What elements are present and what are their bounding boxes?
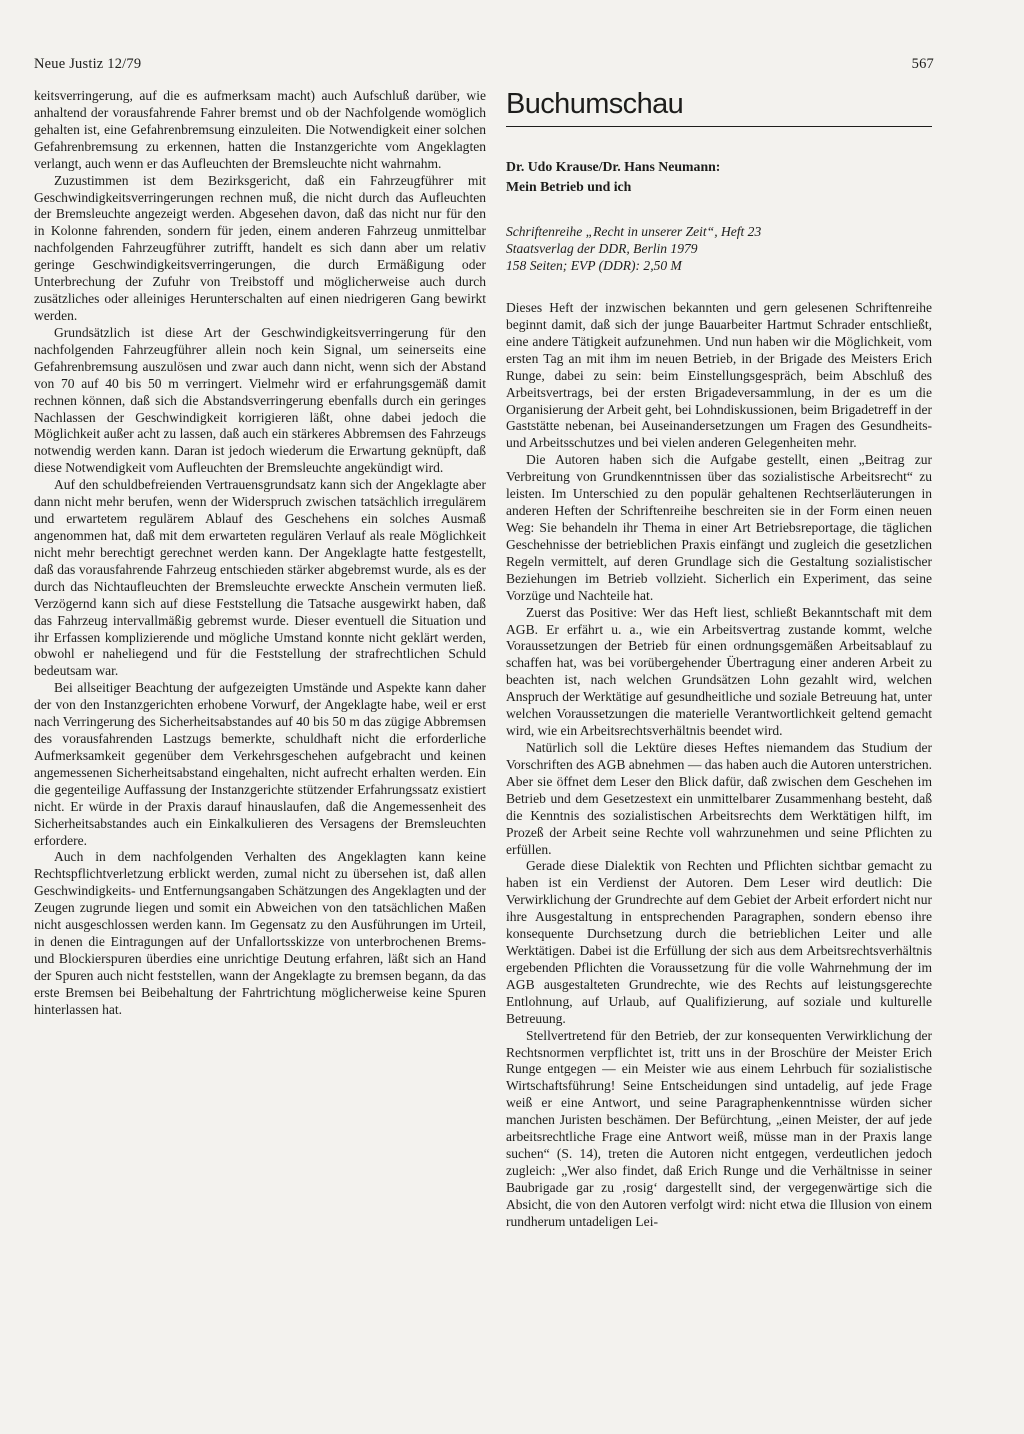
running-head: [34, 56, 934, 78]
paragraph: Auch in dem nachfolgenden Verhalten des Angeklagten kann keine Rechtspflichtverletzung erblickt werden, zumal nicht zu übersehen ist, daß allen Geschwindigkeits- und Entfernungsangaben Schätzungen des Angeklagten und der Zeugen zugrunde liegen und somit ein Abweichen von den tatsächlichen Maßen nicht ausgeschlossen werden kann. Im Gegensatz zu den Ausführungen im Urteil, in denen die Eintragungen auf der Unfallortsskizze von unterbrochenen Brems- und Blockierspuren überdies eine unrichtige Deutung erfahren, läßt sich an Hand der Spuren auch nicht feststellen, wann der Angeklagte zu bremsen begann, da das erste Bremsen bei Beibehaltung der Fahrtrichtung möglicherweise keine Spuren hinterlassen hat.: [34, 849, 486, 1017]
title-rule: [506, 126, 932, 127]
section-title: Buchumschau: [506, 88, 684, 120]
paragraph: Gerade diese Dialektik von Rechten und Pflichten sichtbar gemacht zu haben ist ein Verdienst der Autoren. Dem Leser wird deutlich: Die Verwirklichung der Grundrechte auf dem Gebiet der Arbeit erfordert nicht nur ihre Ausgestaltung in entsprechenden Paragraphen, sondern ebenso ihre konsequente Durchsetzung durch die betrieblichen Leiter und alle Werktätigen. Dabei ist die Erfüllung der sich aus dem Arbeitsrechtsverhältnis ergebenden Pflichten die Voraussetzung für die volle Wahrnehmung der im AGB ausgestalteten Grundrechte, wie des Rechts auf leistungsgerechte Entlohnung, auf Urlaub, auf Qualifizierung, auf soziale und kulturelle Betreuung.: [506, 858, 932, 1026]
paragraph: Zuerst das Positive: Wer das Heft liest, schließt Bekanntschaft mit dem AGB. Er erfährt u. a., wie ein Arbeitsvertrag zustande kommt, welche Voraussetzungen der Betrieb für einen ordnungsgemäßen Arbeitsablauf zu schaffen hat, was bei vorübergehender Übertragung einer anderen Arbeit zu beachten ist, nach welchen Grundsätzen Lohn gezahlt wird, welchen Anspruch der Werktätige auf gesundheitliche und soziale Betreuung hat, unter welchen Voraussetzungen die materielle Verantwortlichkeit geltend gemacht wird, wie ein Arbeitsrechtsverhältnis beendet wird.: [506, 604, 932, 739]
paragraph: Bei allseitiger Beachtung der aufgezeigten Umstände und Aspekte kann daher der von den Instanzgerichten erhobene Vorwurf, der Angeklagte habe, weil er erst nach Verringerung des Sicherheitsabstandes auf 40 bis 50 m das zügige Abbremsen des vorausfahrenden Lastzugs bemerkte, schuldhaft nicht die erforderliche Aufmerksamkeit gegenüber dem Verkehrsgeschehen aufgebracht und keinen angemessenen Sicherheitsabstand eingehalten, nicht aufrecht erhalten werden. Ein die gegenteilige Auffassung der Instanzgerichte stützender Erfahrungssatz existiert nicht. Er würde in der Praxis darauf hinauslaufen, daß die Angemessenheit des Sicherheitsabstandes auch ein Einkalkulieren des Versagens der Bremsleuchten erfordere.: [34, 680, 486, 848]
book-authors: Dr. Udo Krause/Dr. Hans Neumann:: [506, 159, 721, 174]
book-publisher: Staatsverlag der DDR, Berlin 1979: [506, 241, 698, 256]
review-text: [506, 300, 932, 1231]
paragraph: Dieses Heft der inzwischen bekannten und gern gelesenen Schriftenreihe beginnt damit, daß sich der junge Bauarbeiter Hartmut Schrader entschließt, eine andere Tätigkeit aufzunehmen. Und nun haben wir die Möglichkeit, vom ersten Tag an mit ihm im neuen Betrieb, in der Brigade des Meisters Erich Runge, dabei zu sein: beim Einstellungsgespräch, beim Abschluß des Arbeitsvertrags, bei der ersten Brigadeversammlung, in der es um die Organisierung der Arbeit geht, bei Lohndiskussionen, beim Brigadetreff in der Gaststätte nebenan, bei Auseinandersetzungen um Fragen des Gesundheits- und Arbeitsschutzes und bei vielen anderen Gelegenheiten mehr.: [506, 300, 932, 451]
book-bibliographic-info: [506, 223, 932, 274]
journal-issue: Neue Justiz 12/79: [34, 56, 142, 72]
paragraph: Grundsätzlich ist diese Art der Geschwindigkeitsverringerung für den nachfolgenden Fahrzeugführer allein noch kein Signal, um seinerseits eine Gefahrenbremsung auszulösen und zwar auch dann nicht, wenn sich der Abstand von 70 auf 40 bis 50 m verringert. Vielmehr wird er erfahrungsgemäß damit rechnen können, daß sich die Abstandsverringerung ebenfalls durch ein geringes Nachlassen der Geschwindigkeit korrigieren läßt, ohne dabei jedoch die Möglichkeit außer acht zu lassen, daß auch ein stärkeres Abbremsen des Fahrzeugs notwendig werden kann. Daran ist jedoch wiederum die Erwartung geknüpft, daß diese Notwendigkeit vom Aufleuchten der Bremsleuchte angekündigt wird.: [34, 324, 486, 476]
right-column: [506, 88, 932, 1231]
book-series: Schriftenreihe „Recht in unserer Zeit“, Heft 23: [506, 224, 762, 239]
book-pages-price: 158 Seiten; EVP (DDR): 2,50 M: [506, 258, 682, 273]
paragraph: Stellvertretend für den Betrieb, der zur konsequenten Verwirklichung der Rechtsnormen verpflichtet ist, tritt uns in der Broschüre der Meister Erich Runge entgegen — ein Meister wie aus einem Lehrbuch für sozialistische Wirtschaftsführung! Seine Entscheidungen sind untadelig, auf jede Frage weiß er eine Antwort, und seine Paragraphenkenntnisse würden sicher manchen Juristen beschämen. Der Befürchtung, „einen Meister, der auf jede arbeitsrechtliche Frage eine Antwort weiß, müsse man in der Praxis lange suchen“ (S. 14), treten die Autoren nicht entgegen, verdeutlichen jedoch zugleich: „Wer also findet, daß Erich Runge und die Verhältnisse in seiner Baubrigade gar zu ‚rosig‘ dargestellt sind, der vergegenwärtige sich die Absicht, die von den Autoren verfolgt wird: nicht etwa die Illusion von einem rundherum untadeligen Lei-: [506, 1027, 932, 1229]
paragraph: keitsverringerung, auf die es aufmerksam macht) auch Aufschluß darüber, wie anhaltend der vorausfahrende Fahrer bremst und ob der Nachfolgende womöglich gehalten ist, eine Gefahrenbremsung einzuleiten. Die Notwendigkeit einer solchen Gefahrenbremsung zu erkennen, hatten die Instanzgerichte vom Angeklagten verlangt, auch wenn er das Aufleuchten der Bremsleuchte nicht wahrnahm.: [34, 88, 486, 171]
paragraph: Auf den schuldbefreienden Vertrauensgrundsatz kann sich der Angeklagte aber dann nicht mehr berufen, wenn der Widerspruch zwischen tatsächlich irregulärem und erwartetem regulärem Ablauf des Geschehens ein solches Ausmaß angenommen hat, daß mit dem erwarteten regulären Verlauf als reale Möglichkeit nicht mehr berechtigt gerechnet werden kann. Der Angeklagte hatte festgestellt, daß das vorausfahrende Fahrzeug entschieden stärker abgebremst wurde, als es der durch das Nichtaufleuchten der Bremsleuchte erweckte Anschein vermuten ließ. Verzögernd kann sich auf diese Feststellung die Tatsache ausgewirkt haben, daß das Fahrzeug intervallmäßig gebremst wurde. Dieser eventuell die Situation und ihr Erfassen komplizierende und mögliche Umstand konnte nicht geklärt werden, obwohl er naheliegend und für die Feststellung der strafrechtlichen Schuld bedeutsam war.: [34, 477, 486, 679]
book-title: Mein Betrieb und ich: [506, 179, 632, 194]
paragraph: Natürlich soll die Lektüre dieses Heftes niemandem das Studium der Vorschriften des AGB abnehmen — das haben auch die Autoren unterstrichen. Aber sie öffnet dem Leser den Blick dafür, daß zwischen dem Geschehen im Betrieb und dem Gesetzestext ein unmittelbarer Zusammenhang besteht, daß die Kenntnis des sozialistischen Arbeitsrechts dem Werktätigen hilft, im Prozeß der Arbeit seine Rechte voll wahrzunehmen und seine Pflichten zu erfüllen.: [506, 739, 932, 857]
page-number: 567: [911, 56, 934, 72]
left-column: [34, 88, 486, 1019]
paragraph: Zuzustimmen ist dem Bezirksgericht, daß ein Fahrzeugführer mit Geschwindigkeitsverringerungen rechnen muß, die nicht durch das Aufleuchten der Bremsleuchte angezeigt werden. Abgesehen davon, daß das nicht nur für den in Kolonne fahrenden, sondern für jeden, einem anderen Fahrzeug unmittelbar nachfolgenden Fahrzeugführer zutrifft, handelt es sich dann aber um relativ geringe Geschwindigkeitsverringerungen, die durch Ermäßigung oder Unterbrechung der Zufuhr von Treibstoff und möglicherweise auch durch zusätzliches oder alleiniges Herunterschalten auf einen niedrigeren Gang bewirkt werden.: [34, 172, 486, 323]
paragraph: Die Autoren haben sich die Aufgabe gestellt, einen „Beitrag zur Verbreitung von Grundkenntnissen über das sozialistische Arbeitsrecht“ zu leisten. Im Unterschied zu den populär gehaltenen Rechtserläuterungen in anderen Heften der Schriftenreihe beschreiten sie in der Form einen neuen Weg: Sie behandeln ihr Thema in einer Art Betriebsreportage, die täglichen Geschehnisse der betrieblichen Praxis einfängt und zugleich die gesetzlichen Regeln vermittelt, auf deren Grundlage sich die Gestaltung sozialistischer Beziehungen im Betrieb vollzieht. Sicherlich ein Experiment, das seine Vorzüge und Nachteile hat.: [506, 452, 932, 603]
book-heading: [506, 157, 932, 197]
